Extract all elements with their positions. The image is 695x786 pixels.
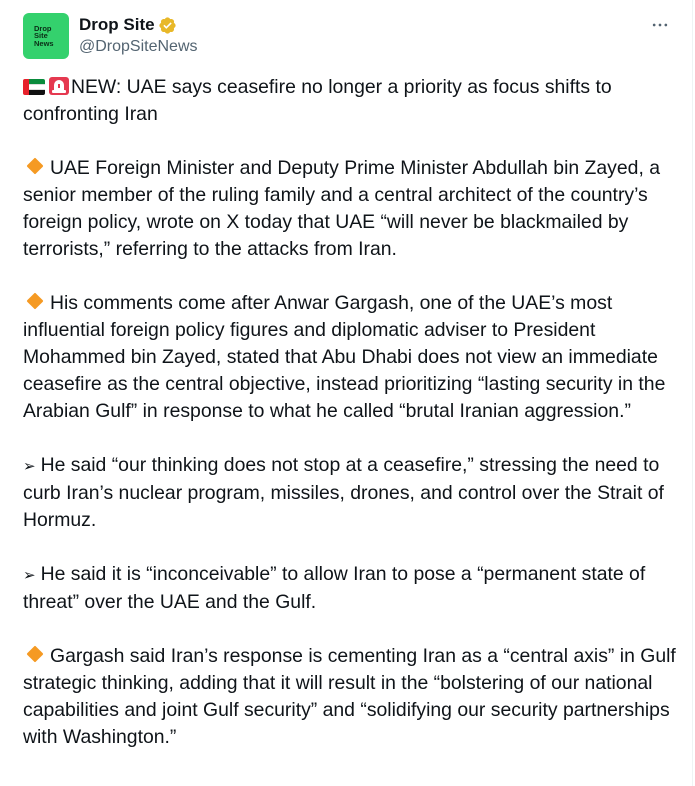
paragraph-1-text: UAE Foreign Minister and Deputy Prime Minister Abdullah bin Zayed, a senior member of the ruling family and a central architect of the country’s foreign policy, wrote on X today that UAE “will never be blackmailed by terrorists,” referring to the attacks from Iran. [23, 157, 661, 260]
paragraph-4 [23, 561, 678, 616]
paragraph-5-text: Gargash said Iran’s response is cementing Iran as a “central axis” in Gulf strategic thinking, adding that it will result in the “bolstering of our national capabilities and joint Gulf security” and “solidifying our security partnerships with Washington.” [23, 645, 676, 748]
avatar-logo-text: Drop Site News [34, 23, 54, 48]
paragraph-1 [23, 155, 678, 263]
arrowhead-icon: ➢ [23, 567, 36, 584]
orange-diamond-icon [27, 646, 44, 663]
paragraph-5 [23, 643, 678, 751]
arrowhead-icon: ➢ [23, 458, 36, 475]
paragraph-2-text: His comments come after Anwar Gargash, one of the UAE’s most influential foreign policy figures and diplomatic adviser to President Mohammed bin Zayed, stated that Abu Dhabi does not view an immediate ceasefire as the central objective, instead prioritizing “lasting security in the Arabian Gulf” in response to what he called “brutal Iranian aggression.” [23, 292, 666, 422]
display-name[interactable]: Drop Site [79, 15, 155, 34]
paragraph-2 [23, 290, 678, 425]
headline-text: NEW: UAE says ceasefire no longer a priority as focus shifts to confronting Iran [23, 76, 612, 125]
handle[interactable]: @DropSiteNews [79, 38, 198, 55]
paragraph-4-text: He said it is “inconceivable” to allow Iran to pose a “permanent state of threat” over the UAE and the Gulf. [23, 563, 646, 613]
author-info [79, 14, 198, 56]
verified-badge-icon [158, 16, 177, 35]
orange-diamond-icon [27, 293, 44, 310]
orange-diamond-icon [27, 158, 44, 175]
name-row [79, 14, 198, 36]
avatar[interactable] [23, 13, 69, 59]
more-horizontal-icon[interactable] [648, 13, 672, 37]
tweet-text [23, 74, 678, 778]
siren-icon [48, 76, 70, 96]
paragraph-3-text: He said “our thinking does not stop at a ceasefire,” stressing the need to curb Iran’s nuclear program, missiles, drones, and control over the Strait of Hormuz. [23, 454, 664, 531]
tweet-header [23, 13, 672, 61]
paragraph-3 [23, 452, 678, 534]
headline-paragraph [23, 74, 678, 128]
uae-flag-icon [23, 79, 45, 95]
